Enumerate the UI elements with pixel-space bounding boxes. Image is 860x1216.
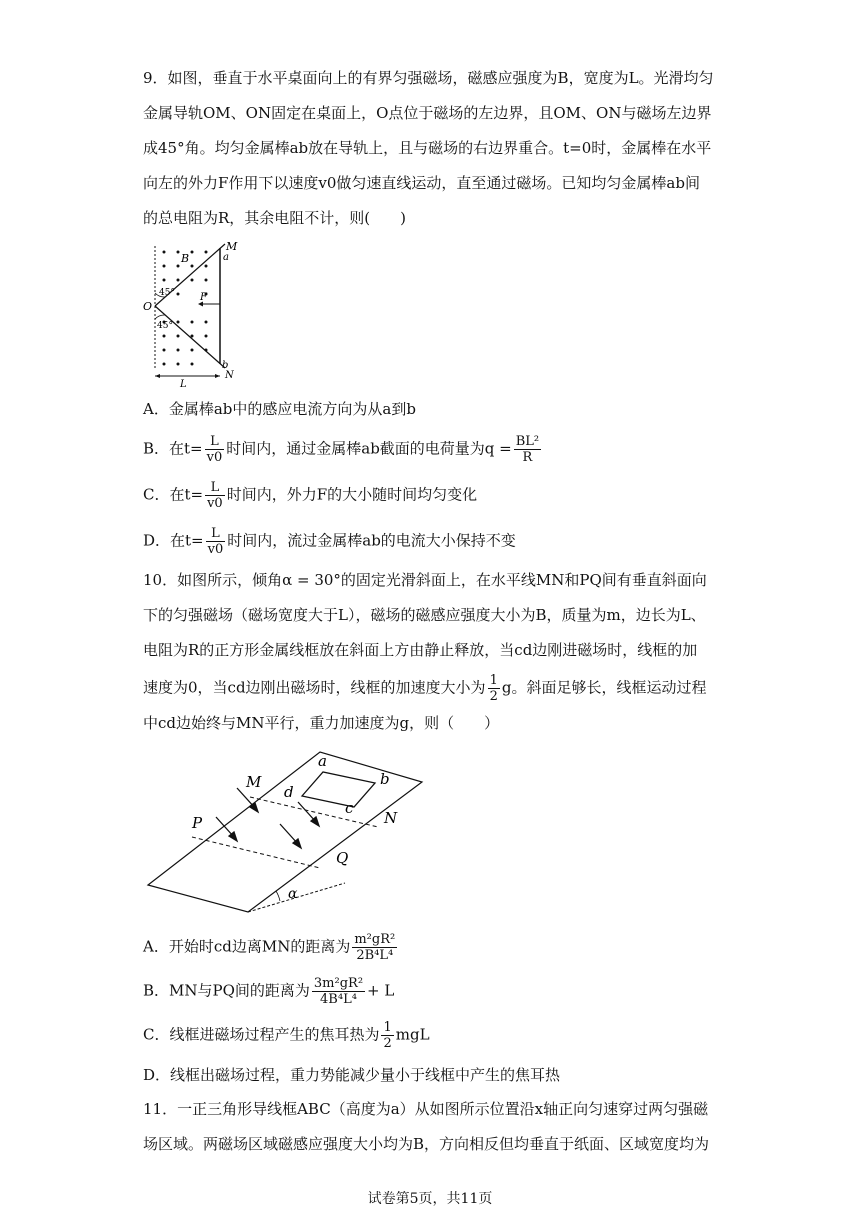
q10-option-a-text: A．开始时cd边离MN的距离为 [143,937,351,956]
q9-option-b-mid: 时间内，通过金属棒ab截面的电荷量为q = [226,439,512,458]
label-c: c [345,799,354,817]
label-alpha: α [288,886,298,902]
time-fraction-den: v0 [206,450,223,465]
label-a: a [223,252,229,263]
q9-line-2: 金属导轨OM、ON固定在桌面上，O点位于磁场的左边界，且OM、ON与磁场左边界 [143,104,712,122]
q10-option-b-text: B．MN与PQ间的距离为 [143,981,310,1000]
label-M: M [246,773,262,791]
q9-option-c-text: 时间内，外力F的大小随时间均匀变化 [226,485,478,504]
charge-fraction-den: R [522,450,533,465]
label-d: d [284,783,294,801]
rail-on [155,306,225,368]
option-a-fraction [352,932,397,963]
option-c-den: 2 [383,1036,392,1051]
q9-option-d-text: 时间内，流过金属棒ab的电流大小保持不变 [227,531,516,550]
charge-fraction-num: BL² [515,434,540,449]
label-M: M [226,240,238,253]
q9-figure [140,238,240,388]
option-c-num: 1 [383,1020,392,1035]
q9-option-b [143,434,543,465]
time-fraction [205,480,225,511]
label-N: N [384,809,398,827]
q9-option-a: A．金属棒ab中的感应电流方向为从a到b [143,400,416,418]
q9-line-5: 的总电阻为R，其余电阻不计，则( ) [143,209,406,227]
q10-line-4-text: 速度为0，当cd边刚出磁场时，线框的加速度大小为 [143,678,486,697]
q10-option-c [143,1020,430,1051]
q10-option-c-post: mgL [395,1025,430,1044]
label-B: B [181,252,190,265]
option-c-fraction [381,1020,393,1051]
option-b-fraction [312,976,365,1007]
time-fraction-num: L [205,434,225,450]
field-arrows [216,788,319,848]
q10-line-1: 10．如图所示，倾角α = 30°的固定光滑斜面上，在水平线MN和PQ间有垂直斜面向 [143,571,707,589]
half-fraction [488,673,500,704]
width-arrow-right [215,374,220,378]
q10-line-4-post: g。斜面足够长，线框运动过程 [501,678,707,697]
square-frame [302,772,375,807]
q9-option-c [143,480,477,511]
time-fraction-den: v0 [207,496,223,511]
label-angle-bottom: 45° [157,321,173,331]
q10-line-2: 下的匀强磁场（磁场宽度大于L），磁场的磁感应强度大小为B，质量为m，边长为L、 [143,606,706,624]
angle-arc [276,891,280,901]
q9-option-b-prefix: B．在t= [143,439,203,458]
half-fraction-num: 1 [489,673,498,688]
time-fraction [205,434,225,465]
field-dots [163,251,208,366]
label-b: b [222,360,229,371]
q9-option-d [143,526,516,557]
q11-line-2: 场区域。两磁场区域磁感应强度大小均为B，方向相反但均垂直于纸面、区域宽度均为 [143,1135,710,1153]
q9-line-3: 成45°角。均匀金属棒ab放在导轨上，且与磁场的右边界重合。t=0时，金属棒在水平 [143,139,712,157]
q9-line-4: 向左的外力F作用下以速度v0做匀速直线运动，直至通过磁场。已知均匀金属棒ab间 [143,174,700,192]
q10-option-c-text: C．线框进磁场过程产生的焦耳热为 [143,1025,380,1044]
label-Q: Q [336,849,349,867]
option-a-num: m²gR² [354,932,396,947]
q10-line-4 [143,673,706,704]
q9-option-d-prefix: D．在t= [143,531,204,550]
q9-line-1: 9．如图，垂直于水平桌面向上的有界匀强磁场，磁感应强度为B，宽度为L。光滑均匀 [143,69,714,87]
q10-option-b-post: + L [367,981,395,1000]
label-P: P [192,814,203,832]
q10-option-d: D．线框出磁场过程，重力势能减少量小于线框中产生的焦耳热 [143,1066,561,1084]
time-fraction-num: L [205,480,225,496]
q10-line-3: 电阻为R的正方形金属线框放在斜面上方由静止释放，当cd边刚进磁场时，线框的加 [143,641,698,659]
label-O: O [143,300,153,313]
label-angle-top: 45° [159,288,175,298]
q10-option-a [143,932,399,963]
page-footer: 试卷第5页，共11页 [367,1191,493,1207]
option-b-num: 3m²gR² [313,976,364,991]
label-F: F [200,292,207,303]
width-arrow-left [155,374,160,378]
half-fraction-den: 2 [489,689,498,704]
q10-option-b [143,976,394,1007]
charge-fraction [514,434,541,465]
q10-figure [140,745,440,920]
time-fraction-den: v0 [207,542,224,557]
option-a-den: 2B⁴L⁴ [356,948,394,963]
q11-line-1: 11．一正三角形导线框ABC（高度为a）从如图所示位置沿x轴正向匀速穿过两匀强磁 [143,1100,709,1118]
q10-line-5: 中cd边始终与MN平行，重力加速度为g，则（ ） [143,714,500,732]
label-b: b [380,770,390,788]
time-fraction-num: L [206,526,226,542]
label-a: a [318,752,327,770]
label-N: N [225,370,234,381]
angle-arc-bottom [155,315,165,319]
time-fraction [206,526,226,557]
label-L: L [180,379,187,388]
q9-option-c-prefix: C．在t= [143,485,204,504]
line-pq [192,837,320,868]
option-b-den: 4B⁴L⁴ [320,992,357,1007]
